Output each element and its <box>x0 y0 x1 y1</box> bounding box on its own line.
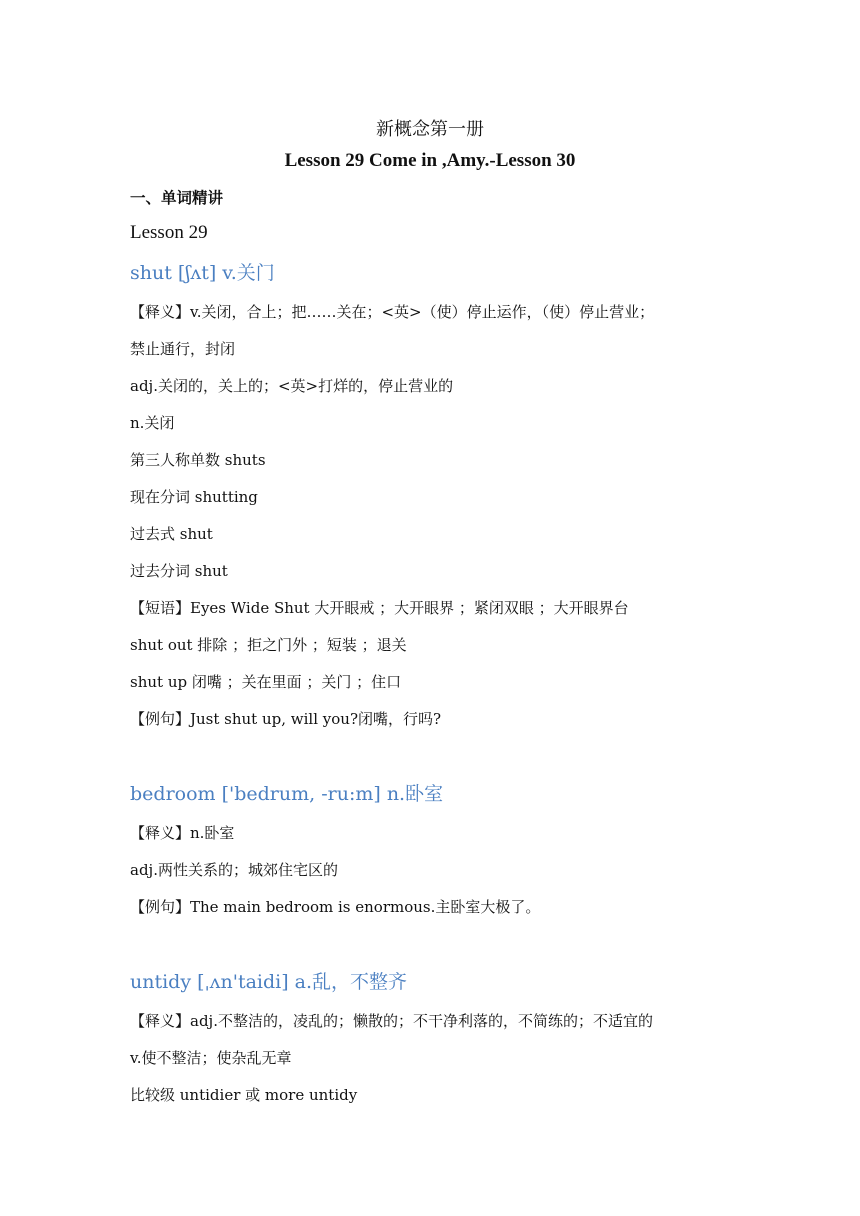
definition-line: adj.两性关系的；城郊住宅区的 <box>130 861 338 879</box>
definition-line: 【释义】adj.不整洁的，凌乱的；懒散的；不干净利落的，不简练的；不适宜的 <box>130 1012 653 1030</box>
definition-line: 【释义】n.卧室 <box>130 824 235 842</box>
definition-line: 【释义】v.关闭，合上；把……关在；<英>（使）停止运作，（使）停止营业； <box>130 303 655 321</box>
inflection-line: 现在分词 shutting <box>130 488 258 506</box>
definition-line: adj.关闭的，关上的；<英>打烊的，停止营业的 <box>130 377 454 395</box>
lesson-title: Lesson 29 Come in ,Amy.-Lesson 30 <box>284 150 576 171</box>
word-heading-bedroom: bedroom ['bedrum, -ru:m] n.卧室 <box>130 783 444 805</box>
definition-line: 禁止通行，封闭 <box>130 340 236 358</box>
inflection-line: 过去分词 shut <box>130 562 228 580</box>
lesson-label: Lesson 29 <box>130 222 208 243</box>
section-heading: 一、单词精讲 <box>130 188 224 207</box>
word-heading-untidy: untidy [ˌʌn'taidi] a.乱，不整齐 <box>130 971 408 993</box>
inflection-line: 第三人称单数 shuts <box>130 451 266 469</box>
definition-line: v.使不整洁；使杂乱无章 <box>130 1049 292 1067</box>
definition-line: n.关闭 <box>130 414 175 432</box>
phrase-line: shut up 闭嘴 ；关在里面 ；关门 ；住口 <box>130 673 402 691</box>
inflection-line: 过去式 shut <box>130 525 213 543</box>
inflection-line: 比较级 untidier 或 more untidy <box>130 1086 358 1104</box>
word-heading-shut: shut [ʃʌt] v.关门 <box>130 262 275 284</box>
phrase-line: shut out 排除 ；拒之门外 ；短装 ；退关 <box>130 636 407 654</box>
example-line: 【例句】The main bedroom is enormous.主卧室大极了。 <box>130 898 541 916</box>
phrase-line: 【短语】Eyes Wide Shut 大开眼戒 ；大开眼界 ；紧闭双眼 ；大开眼界台 <box>130 599 629 617</box>
example-line: 【例句】Just shut up, will you?闭嘴，行吗? <box>130 710 442 728</box>
series-title: 新概念第一册 <box>376 119 484 140</box>
